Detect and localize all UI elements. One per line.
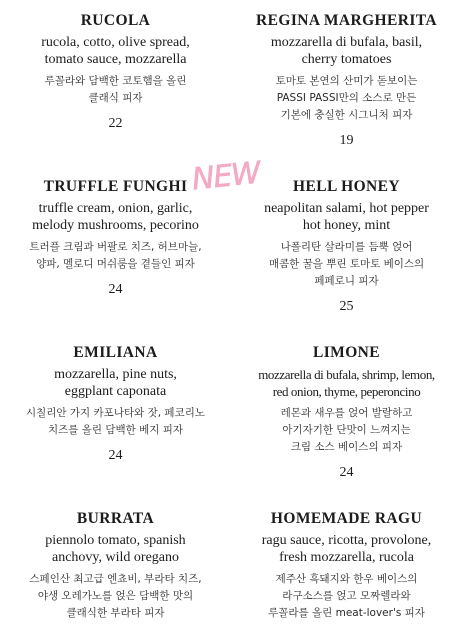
item-description: mozzarella, pine nuts, eggplant caponata: [54, 367, 177, 399]
item-name: REGINA MARGHERITA: [256, 12, 437, 29]
item-price: 25: [339, 299, 354, 314]
menu-item-regina-margherita: [231, 0, 462, 166]
item-name: LIMONE: [313, 344, 380, 361]
menu-item-emiliana: [0, 332, 231, 498]
item-name: RUCOLA: [80, 12, 151, 29]
item-description: mozzarella di bufala, basil, cherry tomatoes: [270, 35, 423, 67]
menu-item-limone: [231, 332, 462, 498]
item-name: EMILIANA: [73, 344, 158, 361]
menu-item-homemade-ragu: [231, 498, 462, 625]
item-description-korean: 제주산 흑돼지와 한우 베이스의 라구소스를 얹고 모짜렐라와 루꼴라를 올린 meat-lover's 피자: [268, 573, 425, 619]
item-description-korean: 시칠리안 가지 카포나타와 잣, 페코리노 치즈를 올린 담백한 베지 피자: [26, 407, 205, 436]
item-description-korean: 트러플 크림과 버팔로 치즈, 허브마늘, 양파, 멜로디 머쉬룸을 곁들인 피자: [29, 241, 202, 270]
item-description-korean: 레몬과 새우를 얹어 발랄하고 아기자기한 단맛이 느껴지는 크림 소스 베이스의 피자: [280, 407, 413, 453]
item-name: HOMEMADE RAGU: [270, 510, 423, 527]
item-description-korean: 루꼴라와 담백한 코토햄을 올린 클래식 피자: [44, 75, 187, 104]
item-description: truffle cream, onion, garlic, melody mushrooms, pecorino: [32, 201, 199, 233]
item-description-korean: 나폴리탄 살라미를 듬뿍 얹어 매콤한 꿀을 뿌린 토마토 베이스의 페페로니 피자: [268, 241, 425, 287]
item-description: rucola, cotto, olive spread, tomato sauce, mozzarella: [41, 35, 190, 67]
item-price: 24: [108, 448, 123, 463]
item-name: BURRATA: [76, 510, 155, 527]
item-description: piennolo tomato, spanish anchovy, wild oregano: [45, 533, 186, 565]
menu-item-hell-honey: [231, 166, 462, 332]
menu-item-burrata: [0, 498, 231, 625]
item-price: 19: [339, 133, 354, 148]
item-description-korean: 토마토 본연의 산미가 돋보이는 PASSI PASSI만의 소스로 만든 기본에 충실한 시그니처 피자: [275, 75, 418, 121]
new-badge: NEW: [190, 155, 262, 198]
item-name: HELL HONEY: [293, 178, 400, 195]
menu-item-rucola: [0, 0, 231, 166]
item-description: ragu sauce, ricotta, provolone, fresh mozzarella, rucola: [261, 533, 432, 565]
item-price: 24: [108, 282, 123, 297]
item-description-korean: 스페인산 최고급 엔쵸비, 부라타 치즈, 야생 오레가노를 얹은 담백한 맛의 클래식한 부라타 피자: [29, 573, 202, 619]
item-price: 22: [108, 116, 123, 131]
item-description: neapolitan salami, hot pepper hot honey, mint: [264, 201, 429, 233]
item-price: 24: [339, 465, 354, 480]
item-description: mozzarella di bufala, shrimp, lemon, red onion, thyme, peperoncino: [258, 367, 435, 399]
item-name: TRUFFLE FUNGHI: [43, 178, 188, 195]
